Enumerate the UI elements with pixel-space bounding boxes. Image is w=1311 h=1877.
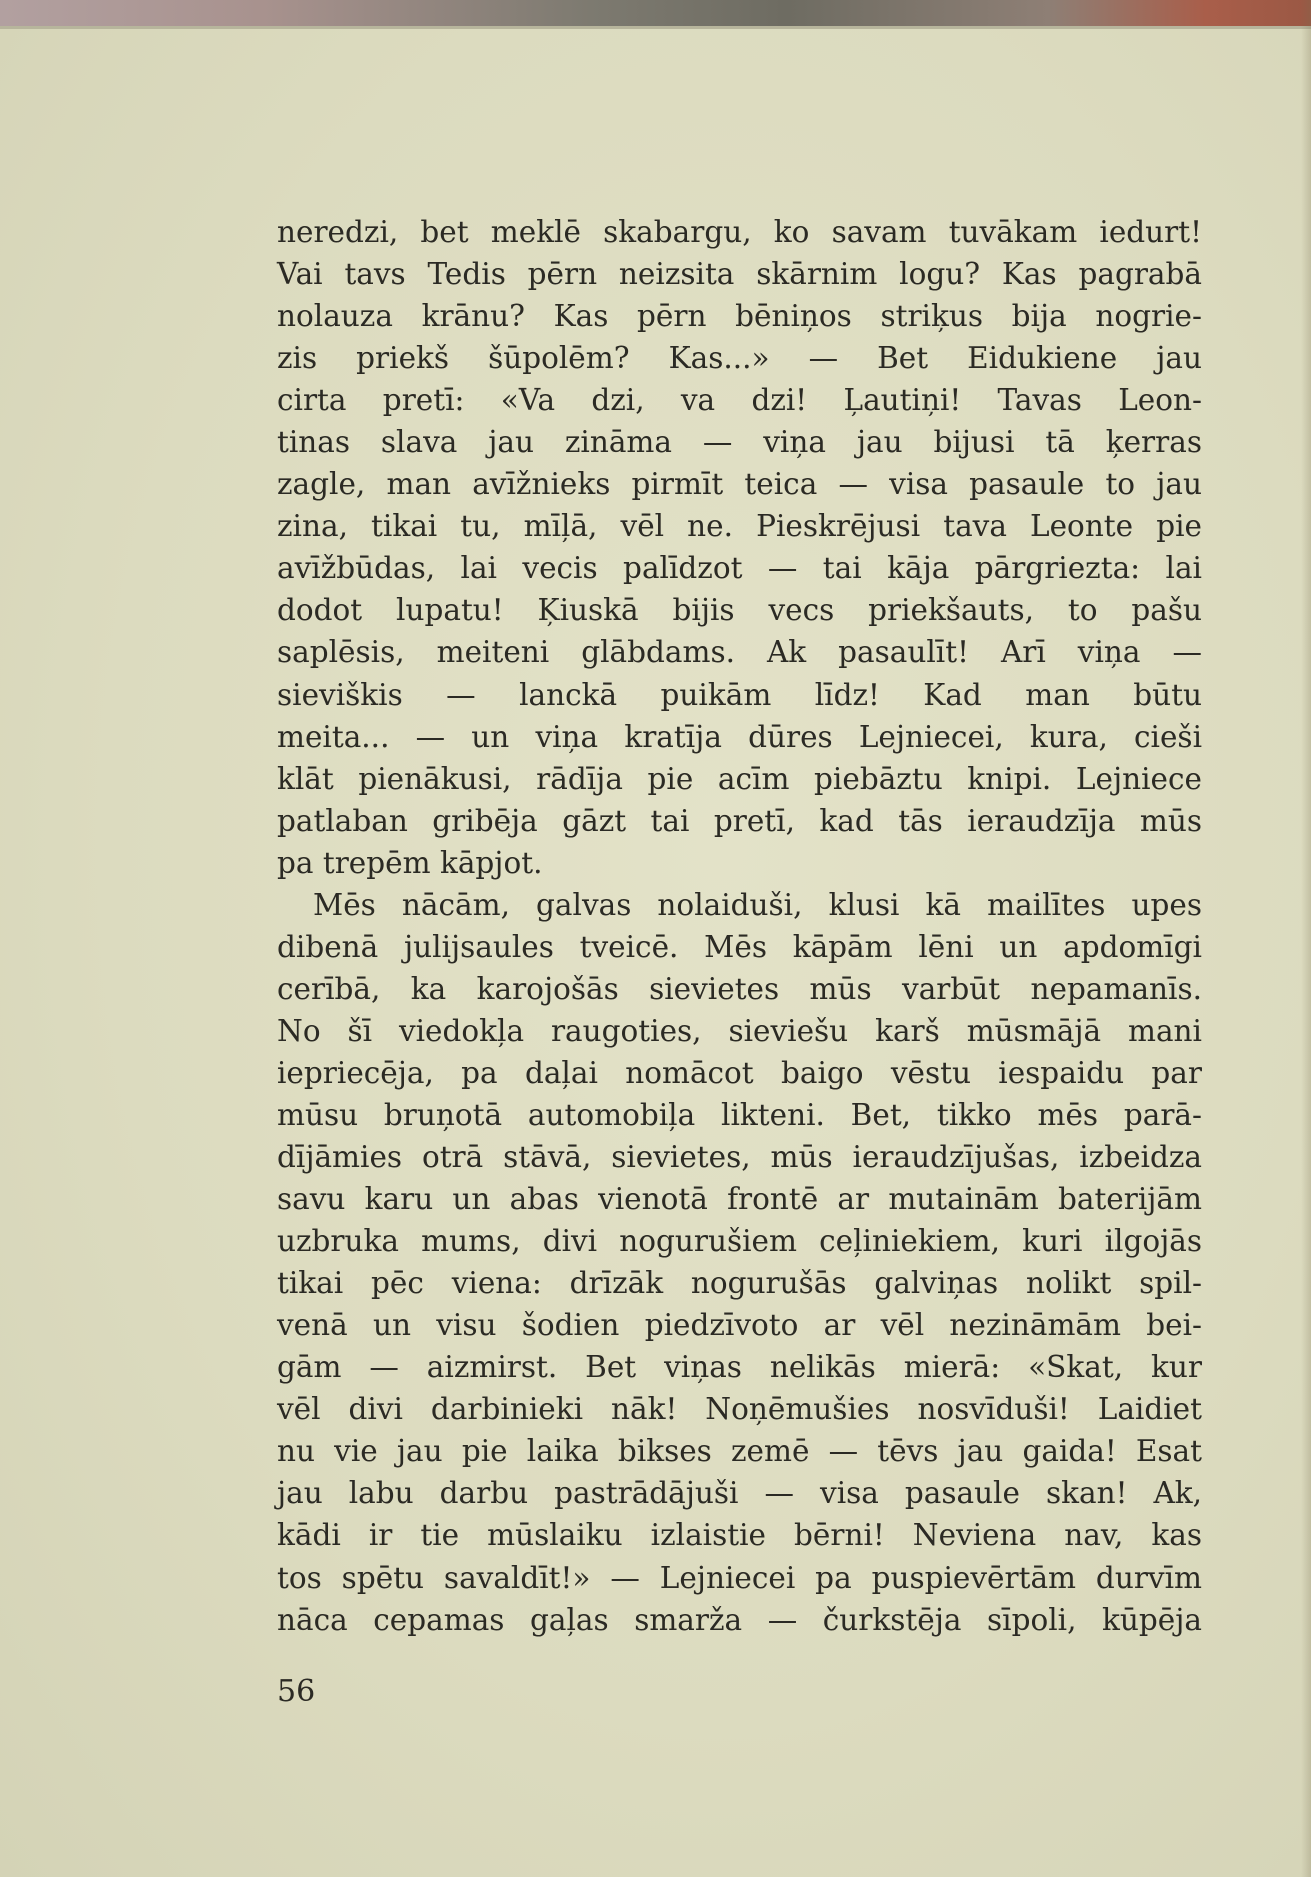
- body-text: [277, 211, 1202, 1641]
- text-line: gām — aizmirst. Bet viņas nelikās mierā: «Skat, kur: [277, 1350, 1202, 1385]
- text-line: saplēsis, meiteni glābdams. Ak pasaulīt! Arī viņa —: [277, 635, 1202, 670]
- text-line: uzbruka mums, divi nogurušiem ceļiniekiem, kuri ilgojās: [277, 1224, 1202, 1259]
- text-line: klāt pienākusi, rādīja pie acīm piebāztu knipi. Lejniece: [277, 761, 1202, 796]
- text-line: iepriecēja, pa daļai nomācot baigo vēstu iespaidu par: [277, 1055, 1202, 1090]
- text-line: nāca cepamas gaļas smarža — čurkstēja sīpoli, kūpēja: [277, 1602, 1202, 1637]
- page-top-edge: [0, 26, 1311, 29]
- page-number: 56: [277, 1674, 316, 1709]
- text-line: zis priekš šūpolēm? Kas...» — Bet Eidukiene jau: [277, 341, 1202, 376]
- text-line: nolauza krānu? Kas pērn bēniņos striķus bija nogrie-: [277, 299, 1202, 334]
- paragraph-end-line: pa trepēm kāpjot.: [277, 845, 543, 880]
- page-right-shadow: [1301, 0, 1311, 1877]
- text-line: tos spētu savaldīt!» — Lejniecei pa puspievērtām durvīm: [277, 1560, 1202, 1595]
- text-line: sieviškis — lanckā puikām līdz! Kad man būtu: [277, 677, 1202, 712]
- text-line: jau labu darbu pastrādājuši — visa pasaule skan! Ak,: [277, 1476, 1202, 1511]
- text-line: kādi ir tie mūslaiku izlaistie bērni! Neviena nav, kas: [277, 1518, 1202, 1553]
- text-line: cirta pretī: «Va dzi, va dzi! Ļautiņi! Tavas Leon-: [277, 383, 1202, 418]
- paragraph-start-line: Mēs nācām, galvas nolaiduši, klusi kā mailītes upes: [313, 887, 1202, 922]
- text-line: Vai tavs Tedis pērn neizsita skārnim logu? Kas pagrabā: [277, 257, 1202, 292]
- text-line: avīžbūdas, lai vecis palīdzot — tai kāja pārgriezta: lai: [277, 551, 1202, 586]
- text-line: tikai pēc viena: drīzāk nogurušās galviņas nolikt spil-: [277, 1266, 1202, 1301]
- text-line: No šī viedokļa raugoties, sieviešu karš mūsmājā mani: [277, 1013, 1202, 1048]
- text-line: zagle, man avīžnieks pirmīt teica — visa pasaule to jau: [277, 467, 1202, 502]
- text-line: tinas slava jau zināma — viņa jau bijusi tā ķerras: [277, 425, 1202, 460]
- text-line: patlaban gribēja gāzt tai pretī, kad tās ieraudzīja mūs: [277, 803, 1202, 838]
- text-line: meita... — un viņa kratīja dūres Lejniecei, kura, cieši: [277, 719, 1202, 754]
- text-line: dodot lupatu! Ķiuskā bijis vecs priekšauts, to pašu: [277, 593, 1202, 628]
- text-line: dījāmies otrā stāvā, sievietes, mūs ieraudzījušas, izbeidza: [277, 1140, 1202, 1175]
- text-line: mūsu bruņotā automobiļa likteni. Bet, tikko mēs parā-: [277, 1097, 1202, 1132]
- text-line: savu karu un abas vienotā frontē ar mutainām baterijām: [277, 1182, 1202, 1217]
- text-line: zina, tikai tu, mīļā, vēl ne. Pieskrējusi tava Leonte pie: [277, 509, 1202, 544]
- text-line: cerībā, ka karojošās sievietes mūs varbūt nepamanīs.: [277, 971, 1202, 1006]
- page-top-band: [0, 0, 1311, 26]
- text-line: nu vie jau pie laika bikses zemē — tēvs jau gaida! Esat: [277, 1434, 1202, 1469]
- text-line: vēl divi darbinieki nāk! Noņēmušies nosvīduši! Laidiet: [277, 1392, 1202, 1427]
- text-line: neredzi, bet meklē skabargu, ko savam tuvākam iedurt!: [277, 215, 1202, 249]
- text-line: dibenā julijsaules tveicē. Mēs kāpām lēni un apdomīgi: [277, 929, 1202, 964]
- text-line: venā un visu šodien piedzīvoto ar vēl nezināmām bei-: [277, 1308, 1202, 1343]
